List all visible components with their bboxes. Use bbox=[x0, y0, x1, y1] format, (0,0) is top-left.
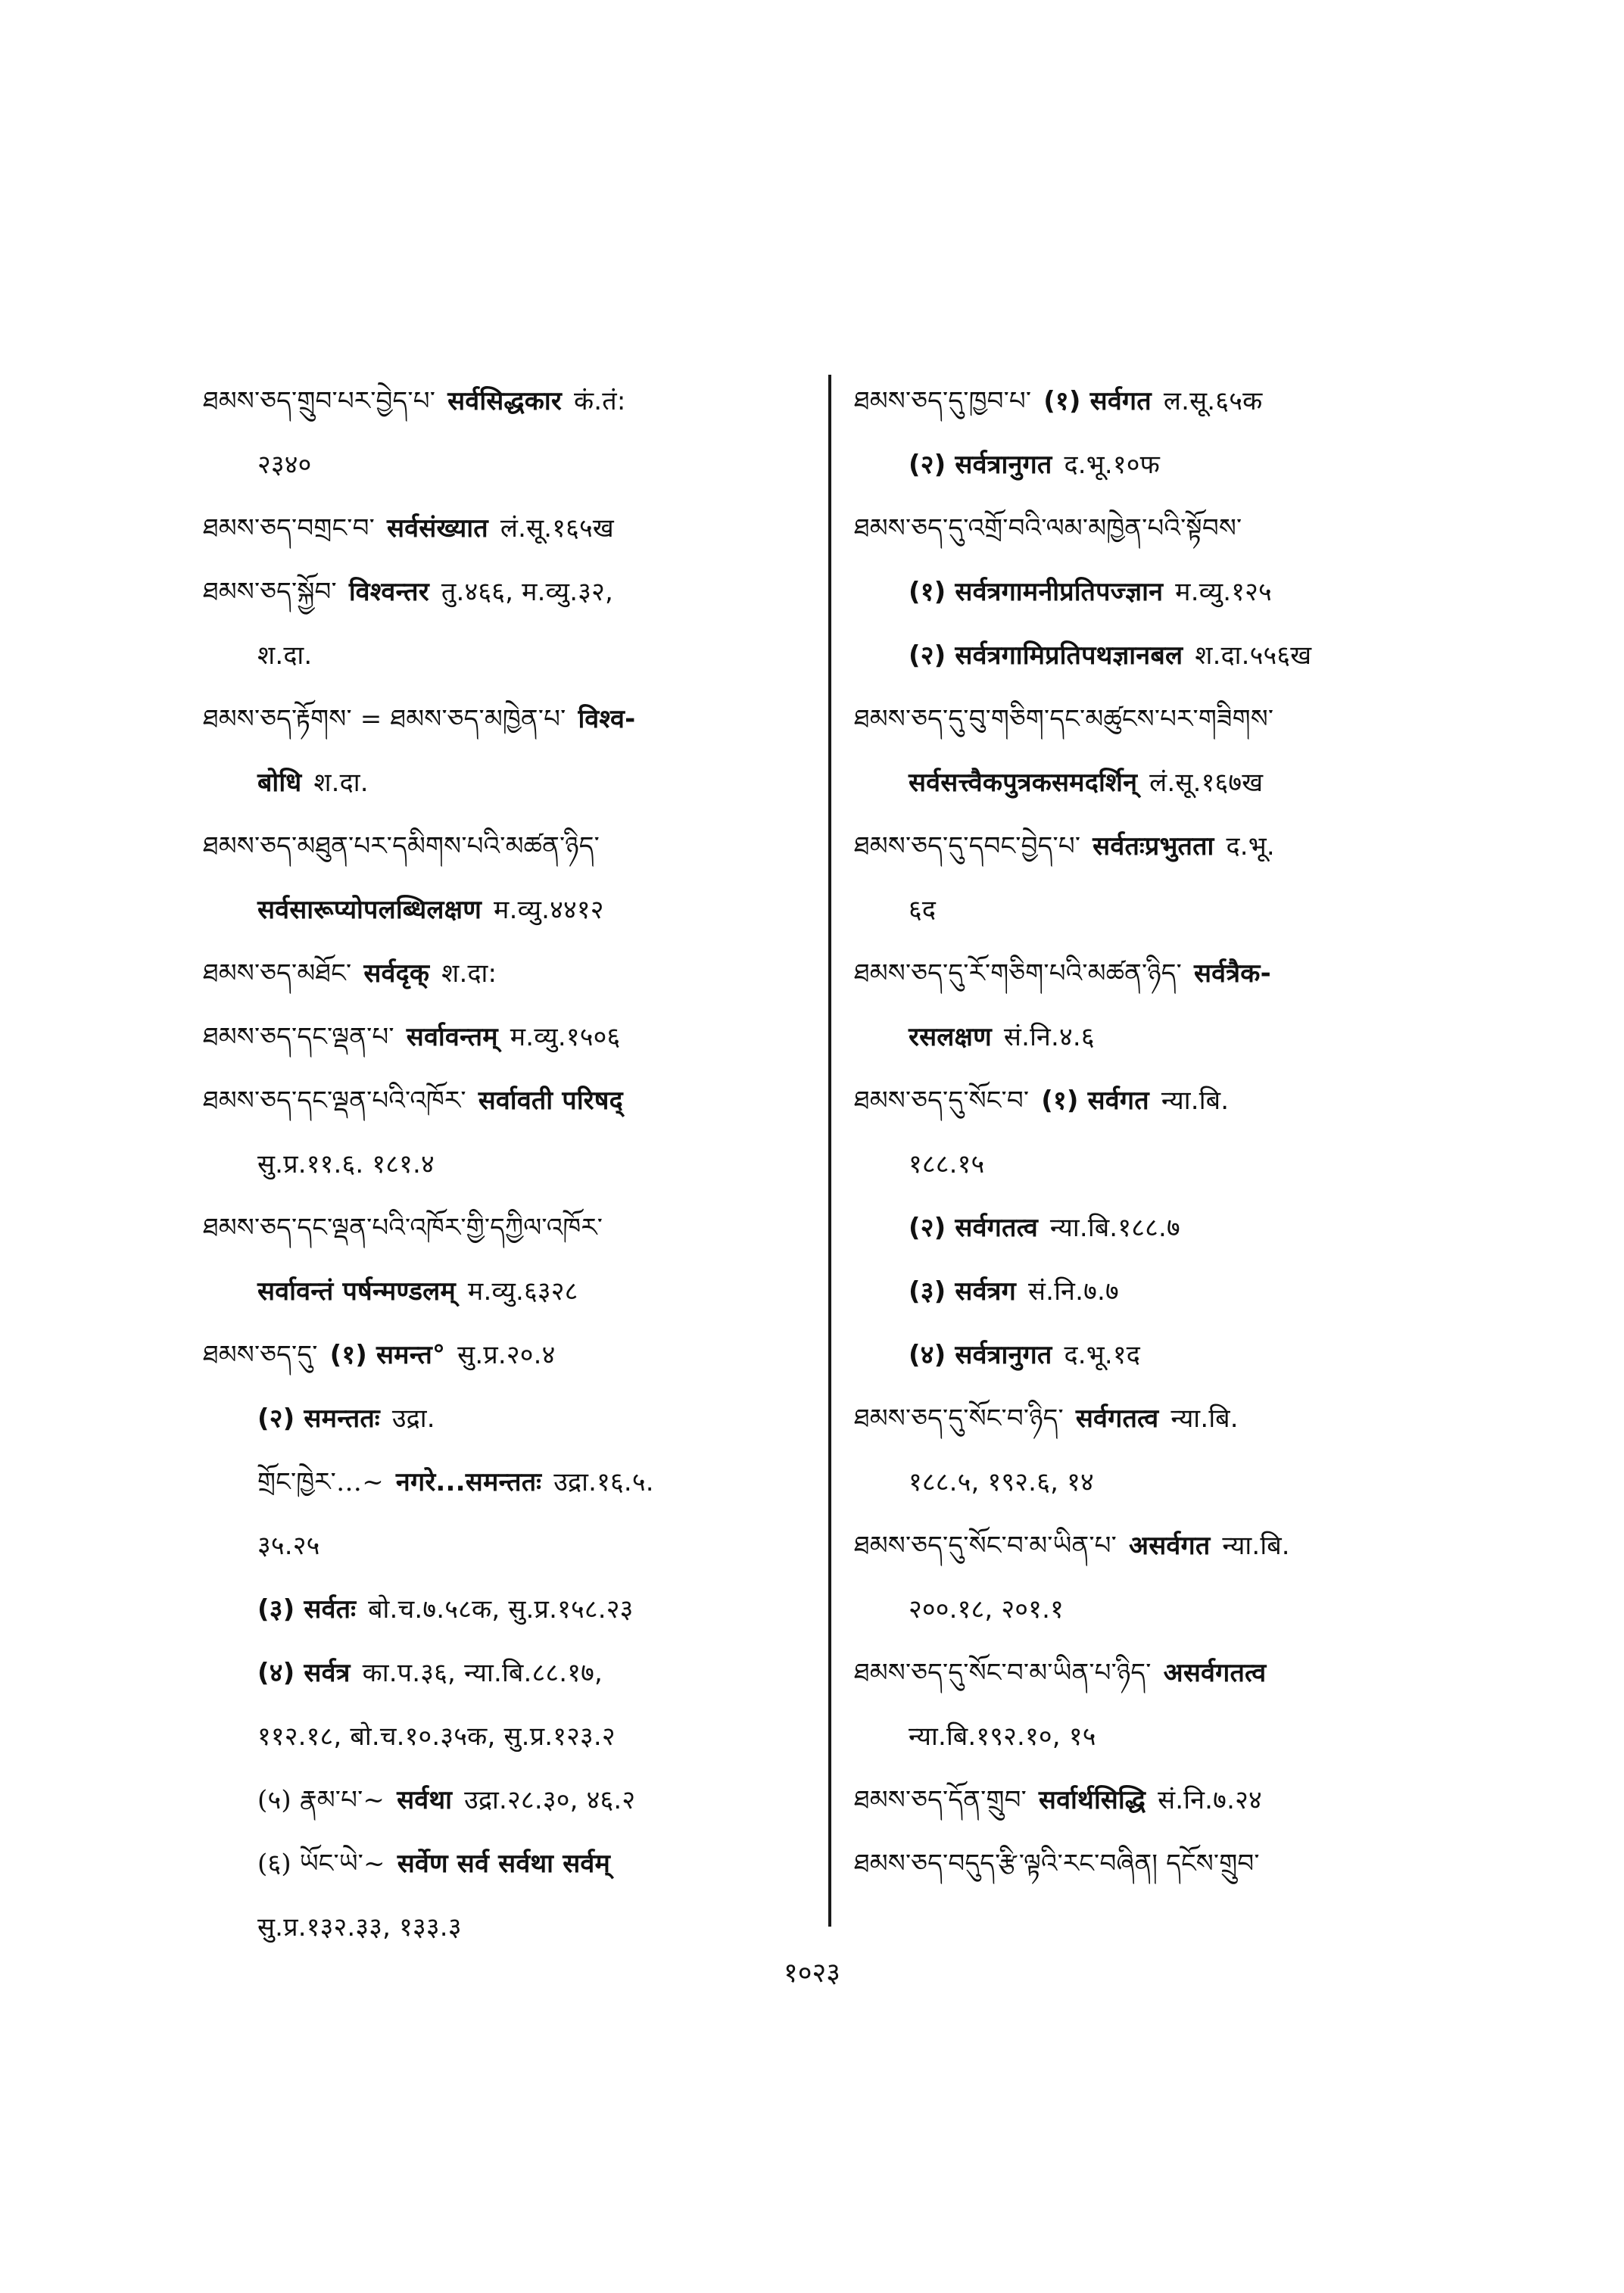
sanskrit-equivalent: बोधि bbox=[257, 768, 302, 798]
tibetan-headword: ཐམས་ཅད་དུ་ bbox=[203, 1340, 318, 1370]
source-reference: म.व्यु.४४१२ bbox=[494, 895, 604, 925]
left-entry-line bbox=[203, 1005, 809, 1069]
sanskrit-equivalent: (१) समन्त° bbox=[329, 1340, 446, 1370]
source-reference: सं.नि.७.७ bbox=[1028, 1276, 1119, 1307]
source-reference: १८८.१५ bbox=[909, 1149, 985, 1179]
left-column bbox=[203, 369, 809, 1959]
tibetan-headword: ཐམས་ཅད་གྲུབ་པར་བྱེད་པ་ bbox=[203, 386, 436, 416]
source-reference: श.दा. bbox=[313, 768, 369, 798]
right-entry-line bbox=[854, 751, 1452, 815]
source-reference: २३४० bbox=[257, 450, 312, 480]
left-entry-line bbox=[203, 1069, 809, 1132]
right-entry-line bbox=[854, 1578, 1452, 1641]
source-reference: म.व्यु.६३२८ bbox=[467, 1276, 578, 1307]
sanskrit-equivalent: (३) सर्वत्रग bbox=[909, 1276, 1016, 1307]
source-reference: का.प.३६, न्या.बि.८८.१७, bbox=[362, 1658, 603, 1688]
left-entry-line bbox=[203, 1578, 809, 1641]
tibetan-headword: གྲོང་ཁྱེར་…~ bbox=[257, 1467, 384, 1497]
right-entry-line bbox=[854, 942, 1452, 1005]
source-reference: म.व्यु.१२५ bbox=[1175, 577, 1272, 607]
left-entry-line bbox=[203, 942, 809, 1005]
left-entry-line bbox=[203, 1132, 809, 1196]
right-entry-line bbox=[854, 1387, 1452, 1450]
tibetan-headword: (६) ཡོང་ཡེ་~ bbox=[257, 1849, 385, 1879]
left-entry-line bbox=[203, 369, 809, 433]
left-entry-line bbox=[203, 624, 809, 687]
tibetan-headword: ཐམས་ཅད་རྟོགས་ = ཐམས་ཅད་མཁྱེན་པ་ bbox=[203, 704, 566, 734]
right-entry-line bbox=[854, 1069, 1452, 1132]
source-reference: सं.नि.४.६ bbox=[1003, 1022, 1095, 1052]
right-entry-line bbox=[854, 624, 1452, 687]
left-entry-line bbox=[203, 497, 809, 560]
sanskrit-equivalent: सर्वदृक् bbox=[363, 958, 430, 989]
tibetan-headword: ཐམས་ཅད་དང་ལྡན་པའི་འཁོར་ bbox=[203, 1086, 466, 1116]
source-reference: न्या.बि.१९२.१०, १५ bbox=[909, 1721, 1096, 1752]
left-entry-line bbox=[203, 1641, 809, 1705]
sanskrit-equivalent: सर्वेण सर्व सर्वथा सर्वम् bbox=[397, 1849, 611, 1879]
tibetan-headword: ཐམས་ཅད་བདུད་རྩི་ལྟའི་རང་བཞིན། དངོས་གྲུབ་ bbox=[854, 1849, 1260, 1879]
left-entry-line bbox=[203, 1450, 809, 1514]
tibetan-headword: ཐམས་ཅད་མཐོང་ bbox=[203, 958, 352, 989]
tibetan-headword: ཐམས་ཅད་དུ་སོང་བ་མ་ཡིན་པ་ཉིད་ bbox=[854, 1658, 1152, 1688]
source-reference: ल.सू.६५क bbox=[1163, 386, 1263, 416]
left-entry-line bbox=[203, 1387, 809, 1450]
sanskrit-equivalent: सर्वार्थसिद्धि bbox=[1038, 1785, 1146, 1815]
sanskrit-equivalent: (४) सर्वत्र bbox=[257, 1658, 351, 1688]
right-entry-line bbox=[854, 1132, 1452, 1196]
left-entry-line bbox=[203, 433, 809, 497]
right-entry-line bbox=[854, 560, 1452, 624]
sanskrit-equivalent: सर्वत्रैक- bbox=[1194, 958, 1271, 989]
sanskrit-equivalent: रसलक्षण bbox=[909, 1022, 992, 1052]
tibetan-headword: ཐམས་ཅད་མཐུན་པར་དམིགས་པའི་མཚན་ཉིད་ bbox=[203, 831, 600, 861]
source-reference: द.भू.१०फ bbox=[1064, 450, 1160, 480]
sanskrit-equivalent: (१) सर्वगत bbox=[1043, 386, 1152, 416]
left-entry-line bbox=[203, 687, 809, 751]
source-reference: द.भू. bbox=[1226, 831, 1275, 861]
source-reference: न्या.बि.१८८.७ bbox=[1049, 1213, 1180, 1243]
tibetan-headword: ཐམས་ཅད་དུ་དབང་བྱེད་པ་ bbox=[854, 831, 1081, 861]
tibetan-headword: ཐམས་ཅད་དུ་བུ་གཅིག་དང་མཚུངས་པར་གཟིགས་ bbox=[854, 704, 1274, 734]
tibetan-headword: ཐམས་ཅད་དུ་སོང་བ་ཉིད་ bbox=[854, 1404, 1064, 1434]
sanskrit-equivalent: असर्वगतत्व bbox=[1163, 1658, 1267, 1688]
source-reference: सु.प्र.२०.४ bbox=[457, 1340, 556, 1370]
sanskrit-equivalent: (१) सर्वत्रगामनीप्रतिपज्ज्ञान bbox=[909, 577, 1164, 607]
right-entry-line bbox=[854, 1260, 1452, 1323]
tibetan-headword: ཐམས་ཅད་བགྲང་བ་ bbox=[203, 513, 375, 544]
source-reference: २००.१८, २०१.१ bbox=[909, 1594, 1064, 1625]
sanskrit-equivalent: सर्वसत्त्वैकपुत्रकसमदर्शिन् bbox=[909, 768, 1138, 798]
sanskrit-equivalent: विश्व- bbox=[578, 704, 636, 734]
sanskrit-equivalent: सर्वावन्तम् bbox=[406, 1022, 498, 1052]
right-entry-line bbox=[854, 369, 1452, 433]
source-reference: न्या.बि. bbox=[1161, 1086, 1230, 1116]
source-reference: श.दा: bbox=[441, 958, 497, 989]
source-reference: सु.प्र.११.६. १८१.४ bbox=[257, 1149, 435, 1179]
right-entry-line bbox=[854, 815, 1452, 878]
left-entry-line bbox=[203, 560, 809, 624]
tibetan-headword: ཐམས་ཅད་སྐྱོབ་ bbox=[203, 577, 337, 607]
sanskrit-equivalent: सर्वावती परिषद् bbox=[478, 1086, 623, 1116]
source-reference: सु.प्र.१३२.३३, १३३.३ bbox=[257, 1912, 462, 1943]
right-entry-line bbox=[854, 433, 1452, 497]
source-reference: बो.च.७.५८क, सु.प्र.१५८.२३ bbox=[368, 1594, 634, 1625]
tibetan-headword: ཐམས་ཅད་དང་ལྡན་པ་ bbox=[203, 1022, 394, 1052]
right-entry-line bbox=[854, 1641, 1452, 1705]
sanskrit-equivalent: सर्वसिद्धकार bbox=[447, 386, 562, 416]
right-entry-line bbox=[854, 1514, 1452, 1578]
left-entry-line bbox=[203, 1705, 809, 1768]
source-reference: श.दा. bbox=[257, 640, 313, 671]
sanskrit-equivalent: (३) सर्वतः bbox=[257, 1594, 357, 1625]
tibetan-headword: ཐམས་ཅད་དུ་འགྲོ་བའི་ལམ་མཁྱེན་པའི་སྟོབས་ bbox=[854, 513, 1242, 544]
right-column bbox=[854, 369, 1452, 1896]
sanskrit-equivalent: विश्वन्तर bbox=[348, 577, 429, 607]
tibetan-headword: ཐམས་ཅད་དོན་གྲུབ་ bbox=[854, 1785, 1027, 1815]
right-entry-line bbox=[854, 1705, 1452, 1768]
sanskrit-equivalent: (२) सर्वत्रगामिप्रतिपथज्ञानबल bbox=[909, 640, 1183, 671]
source-reference: सं.नि.७.२४ bbox=[1158, 1785, 1262, 1815]
column-divider bbox=[828, 375, 831, 1927]
page-number: १०२३ bbox=[784, 1958, 840, 1989]
right-entry-line bbox=[854, 1323, 1452, 1387]
source-reference: म.व्यु.१५०६ bbox=[510, 1022, 621, 1052]
tibetan-headword: ཐམས་ཅད་དང་ལྡན་པའི་འཁོར་གྱི་དཀྱིལ་འཁོར་ bbox=[203, 1213, 603, 1243]
source-reference: ६द bbox=[909, 895, 937, 925]
source-reference: न्या.बि. bbox=[1222, 1531, 1290, 1561]
sanskrit-equivalent: सर्वसारूप्योपलब्धिलक्षण bbox=[257, 895, 482, 925]
source-reference: १८८.५, १९२.६, १४ bbox=[909, 1467, 1094, 1497]
tibetan-headword: ཐམས་ཅད་དུ་རོ་གཅིག་པའི་མཚན་ཉིད་ bbox=[854, 958, 1182, 989]
left-entry-line bbox=[203, 1896, 809, 1959]
right-entry-line bbox=[854, 1196, 1452, 1260]
left-entry-line bbox=[203, 1196, 809, 1260]
left-entry-line bbox=[203, 1832, 809, 1896]
tibetan-headword: ཐམས་ཅད་དུ་ཁྱབ་པ་ bbox=[854, 386, 1032, 416]
right-entry-line bbox=[854, 1832, 1452, 1896]
source-reference: उद्रा.२८.३०, ४६.२ bbox=[464, 1785, 636, 1815]
right-entry-line bbox=[854, 1768, 1452, 1832]
source-reference: लं.सू.१६७ख bbox=[1149, 768, 1264, 798]
source-reference: द.भू.१द bbox=[1064, 1340, 1140, 1370]
left-entry-line bbox=[203, 1514, 809, 1578]
left-entry-line bbox=[203, 878, 809, 942]
right-entry-line bbox=[854, 878, 1452, 942]
sanskrit-equivalent: नगरे...समन्ततः bbox=[395, 1467, 542, 1497]
sanskrit-equivalent: सर्वसंख्यात bbox=[386, 513, 488, 544]
sanskrit-equivalent: सर्वथा bbox=[397, 1785, 453, 1815]
sanskrit-equivalent: (४) सर्वत्रानुगत bbox=[909, 1340, 1052, 1370]
source-reference: न्या.बि. bbox=[1170, 1404, 1239, 1434]
sanskrit-equivalent: सर्वतःप्रभुतता bbox=[1093, 831, 1214, 861]
sanskrit-equivalent: सर्वावन्तं पर्षन्मण्डलम् bbox=[257, 1276, 456, 1307]
sanskrit-equivalent: असर्वगत bbox=[1129, 1531, 1211, 1561]
sanskrit-equivalent: (२) समन्ततः bbox=[257, 1404, 380, 1434]
source-reference: तु.४६६, म.व्यु.३२, bbox=[441, 577, 613, 607]
tibetan-headword: ཐམས་ཅད་དུ་སོང་བ་ bbox=[854, 1086, 1030, 1116]
source-reference: ११२.१८, बो.च.१०.३५क, सु.प्र.१२३.२ bbox=[257, 1721, 616, 1752]
tibetan-headword: ཐམས་ཅད་དུ་སོང་བ་མ་ཡིན་པ་ bbox=[854, 1531, 1117, 1561]
right-entry-line bbox=[854, 497, 1452, 560]
source-reference: कं.तं: bbox=[573, 386, 626, 416]
right-entry-line bbox=[854, 1005, 1452, 1069]
right-entry-line bbox=[854, 1450, 1452, 1514]
left-entry-line bbox=[203, 751, 809, 815]
source-reference: उद्रा.१६.५. bbox=[553, 1467, 654, 1497]
source-reference: ३५.२५ bbox=[257, 1531, 320, 1561]
sanskrit-equivalent: (१) सर्वगत bbox=[1041, 1086, 1149, 1116]
tibetan-headword: (५) རྣམ་པ་~ bbox=[257, 1785, 385, 1815]
left-entry-line bbox=[203, 1260, 809, 1323]
sanskrit-equivalent: (२) सर्वगतत्व bbox=[909, 1213, 1038, 1243]
right-entry-line bbox=[854, 687, 1452, 751]
left-entry-line bbox=[203, 1323, 809, 1387]
left-entry-line bbox=[203, 815, 809, 878]
source-reference: उद्रा. bbox=[391, 1404, 435, 1434]
source-reference: लं.सू.१६५ख bbox=[500, 513, 614, 544]
source-reference: श.दा.५५६ख bbox=[1195, 640, 1312, 671]
sanskrit-equivalent: (२) सर्वत्रानुगत bbox=[909, 450, 1052, 480]
sanskrit-equivalent: सर्वगतत्व bbox=[1075, 1404, 1159, 1434]
left-entry-line bbox=[203, 1768, 809, 1832]
